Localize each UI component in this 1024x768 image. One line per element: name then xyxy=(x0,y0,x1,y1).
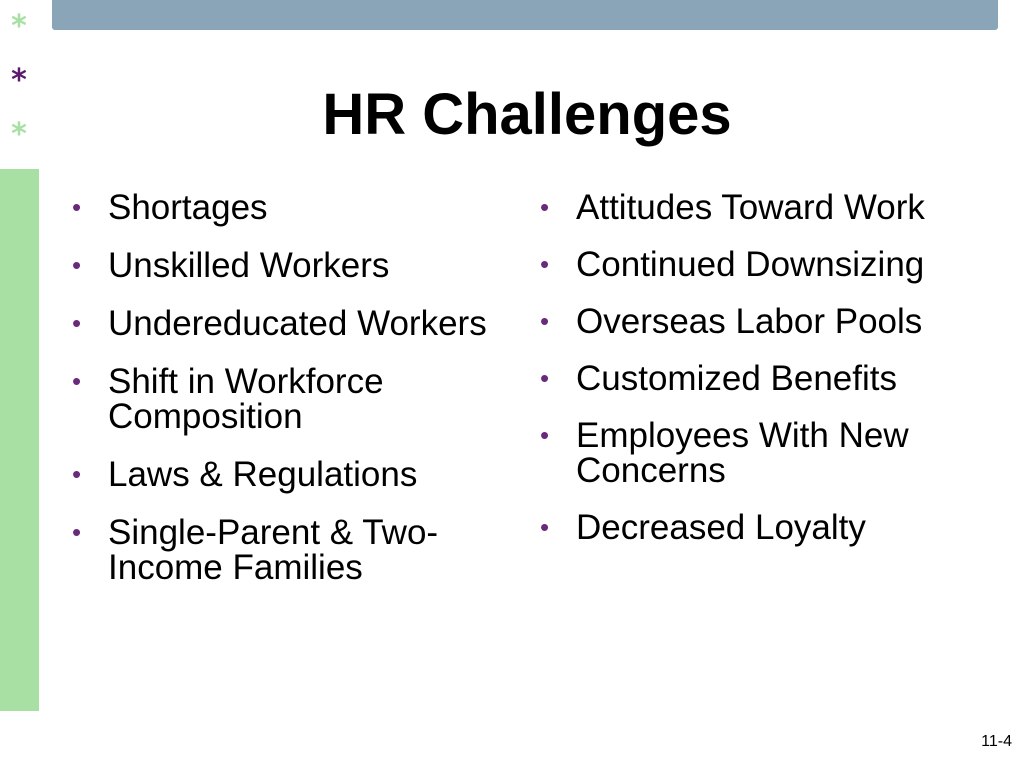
list-item xyxy=(72,457,492,492)
list-item-text: Attitudes Toward Work xyxy=(576,188,925,227)
list-item-text: Unskilled Workers xyxy=(108,246,390,285)
bullet-icon: • xyxy=(72,517,82,547)
bullet-icon: • xyxy=(72,308,82,338)
bullet-icon: • xyxy=(72,366,82,396)
list-item xyxy=(540,510,990,545)
list-item xyxy=(72,190,492,225)
bullet-icon: • xyxy=(72,459,82,489)
list-item xyxy=(72,515,492,585)
list-item xyxy=(72,306,492,341)
list-item-text: Shortages xyxy=(108,188,268,227)
list-item xyxy=(540,304,990,339)
star-icon-2: * xyxy=(11,63,27,98)
bullet-icon: • xyxy=(540,192,550,222)
bullet-icon: • xyxy=(540,249,550,279)
top-accent-bar xyxy=(52,0,998,30)
bullet-icon: • xyxy=(540,512,550,542)
list-item-text: Undereducated Workers xyxy=(108,304,487,343)
star-icon-3: * xyxy=(11,117,27,152)
slide-number: 11-4 xyxy=(981,733,1012,750)
list-item-text: Customized Benefits xyxy=(576,359,897,398)
right-bullet-list xyxy=(540,190,990,567)
list-item-text: Shift in Workforce Composition xyxy=(108,362,384,436)
list-item-text: Continued Downsizing xyxy=(576,245,925,284)
list-item-text: Laws & Regulations xyxy=(108,455,418,494)
list-item xyxy=(540,418,990,488)
bullet-icon: • xyxy=(540,420,550,450)
bullet-icon: • xyxy=(72,250,82,280)
list-item xyxy=(72,248,492,283)
list-item xyxy=(540,247,990,282)
list-item-text: Single-Parent & Two-Income Families xyxy=(108,513,439,587)
list-item xyxy=(540,190,990,225)
list-item-text: Decreased Loyalty xyxy=(576,508,866,547)
side-accent-bar xyxy=(0,169,39,711)
list-item xyxy=(540,361,990,396)
list-item-text: Employees With New Concerns xyxy=(576,416,909,490)
left-bullet-list xyxy=(72,190,492,608)
slide-title: HR Challenges xyxy=(322,82,732,147)
star-icon-1: * xyxy=(11,9,27,44)
list-item xyxy=(72,364,492,434)
bullet-icon: • xyxy=(540,363,550,393)
bullet-icon: • xyxy=(540,306,550,336)
list-item-text: Overseas Labor Pools xyxy=(576,302,923,341)
bullet-icon: • xyxy=(72,192,82,222)
